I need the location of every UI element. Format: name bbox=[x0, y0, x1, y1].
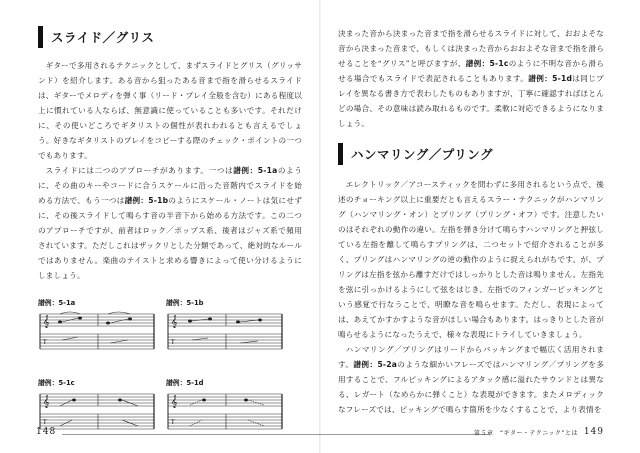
svg-text:𝄞: 𝄞 bbox=[171, 395, 178, 408]
paragraph-text: のように不明な音から滑らせる場合でもスライドで表記されることもあります。 bbox=[338, 59, 605, 83]
svg-text:𝄞: 𝄞 bbox=[43, 395, 50, 408]
paragraph-text: と呼びますが、 bbox=[409, 59, 466, 68]
paragraph-text: のような細かいフレーズではハンマリング／プリングを多用することで、フルピッキングによるアタック感に溢れたサウンドとは異なる、レガート（なめらかに弾くこと）な表現ができます。またメロディックなフレーズでは、ピッキングで鳴らす箇所を少なくすることで、より表情を bbox=[338, 360, 605, 414]
paragraph-approaches bbox=[38, 163, 302, 283]
paragraph-usage bbox=[338, 342, 604, 417]
paragraph-text: ハンマリング／プリングはリードからバッキングまで幅広く活用されます。 bbox=[338, 345, 604, 369]
paragraph-text: スライドには二つのアプローチがあります。一つは bbox=[45, 166, 234, 175]
heading-title: スライド／グリス bbox=[51, 30, 155, 45]
left-footer bbox=[0, 427, 320, 443]
section-heading-hammer-pull bbox=[338, 143, 604, 165]
footer-rule bbox=[320, 434, 490, 435]
paragraph-glissando bbox=[338, 26, 604, 131]
heading-bar bbox=[338, 143, 343, 165]
example-ref: 譜例：5-1a bbox=[233, 166, 278, 175]
example-ref: 譜例：5-1c bbox=[465, 59, 509, 68]
example-label: 譜例：5-1a bbox=[38, 299, 76, 307]
svg-text:T: T bbox=[43, 419, 47, 426]
notation-staff bbox=[166, 310, 284, 354]
paragraph-text: のようにスケール・ノートは気にせずに、その後スライドして鳴らす音の半音下から始める方法です。この二つのアプローチですが、前者はロック／ポップス系、後者はジャズ系で頻用されています。ただしこれはザックリとした分類であって、絶対的なルールではありません。楽曲のテイストと求める響きによって使い分けるようにしましょう。 bbox=[38, 196, 302, 280]
example-label: 譜例：5-1d bbox=[166, 379, 204, 387]
quoted-term: “グリス” bbox=[377, 59, 410, 68]
right-footer bbox=[320, 427, 640, 443]
paragraph-text: は同じプレイを異なる書き方で表わしたものもありますが、丁寧に確認すればほとんどの場合、その意味は読み取れるものです。柔軟に対応できるようになりましょう。 bbox=[338, 74, 604, 128]
examples-grid bbox=[38, 297, 302, 447]
paragraph-intro: ギターで多用されるテクニックとして、まずスライドとグリス（グリッサンド）を紹介します。ある音から狙ったある音まで指を滑らせるスライドは、ギターでメロディを弾く事（リード・プレイ全般を含む）にある程度以上に慣れている人ならば、無意識に使っていることも多いです。それだけに、その使いどころでギタリストの個性が表れわれるとも言えるでしょう。好きなギタリストのプレイをコピーする際のチェック・ポイントの一つでもあります。 bbox=[38, 61, 302, 160]
running-head: 第５章 “ギター・テクニック”とは bbox=[473, 430, 578, 437]
example-ref: 譜例：5-1b bbox=[124, 196, 169, 205]
svg-text:T: T bbox=[43, 339, 47, 346]
footer-rule bbox=[62, 434, 320, 435]
right-page bbox=[320, 0, 640, 453]
svg-text:𝄞: 𝄞 bbox=[171, 315, 178, 328]
example-5-1a bbox=[38, 297, 156, 357]
svg-text:T: T bbox=[171, 339, 175, 346]
paragraph-text: のように、その曲のキーやコードに合うスケールに沿った音階内でスライドを始める方法で、もう一つは bbox=[38, 166, 302, 205]
heading-bar bbox=[38, 26, 43, 48]
paragraph-hammer-pull: エレクトリック／アコースティックを問わずに多用されるという点で、後述のチョーキング以上に重要だとも言えるスラー・テクニックがハンマリング（ハンマリング・オン）とプリング（プリング・オフ）です。注意したいのはそれぞれの動作の違い。左指を弾き分けて鳴らすハンマリングと押弦している左指を離して鳴らすプリングは、二つセットで紹介されることが多く、プリングはハンマリングの逆の動作のように捉えられがちです。が、プリングは左指を弦から離すだけではしっかりとした音は鳴りません。左指先を弦に引っかけるようにして弦をはじき、左指でのフィンガーピッキングという感覚で行なうことで、明瞭な音を鳴らせます。ただし、表現によっては、あえてかすかすような音がほしい場合もあります。はっきりとした音が鳴らせるようになったうえで、様々な表現にトライしていきましょう。 bbox=[338, 180, 604, 339]
notation-staff bbox=[38, 310, 156, 354]
page-number: 149 bbox=[583, 427, 604, 437]
svg-text:T: T bbox=[171, 419, 175, 426]
example-5-1b bbox=[166, 297, 284, 357]
example-ref: 譜例：5-2a bbox=[353, 360, 398, 369]
section-heading-slide bbox=[38, 26, 302, 48]
example-label: 譜例：5-1c bbox=[38, 379, 75, 387]
page-number: 148 bbox=[36, 427, 57, 437]
example-ref: 譜例：5-1d bbox=[528, 74, 573, 83]
example-label: 譜例：5-1b bbox=[166, 299, 204, 307]
heading-title: ハンマリング／プリング bbox=[351, 147, 494, 162]
paragraph-text: 決まった音から決まった音まで指を滑らせるスライドに対して、おおよそな音から決まった音まで、もしくは決まった音からおおよそな音まで指を滑らせることを bbox=[338, 29, 604, 68]
svg-text:𝄞: 𝄞 bbox=[43, 315, 50, 328]
